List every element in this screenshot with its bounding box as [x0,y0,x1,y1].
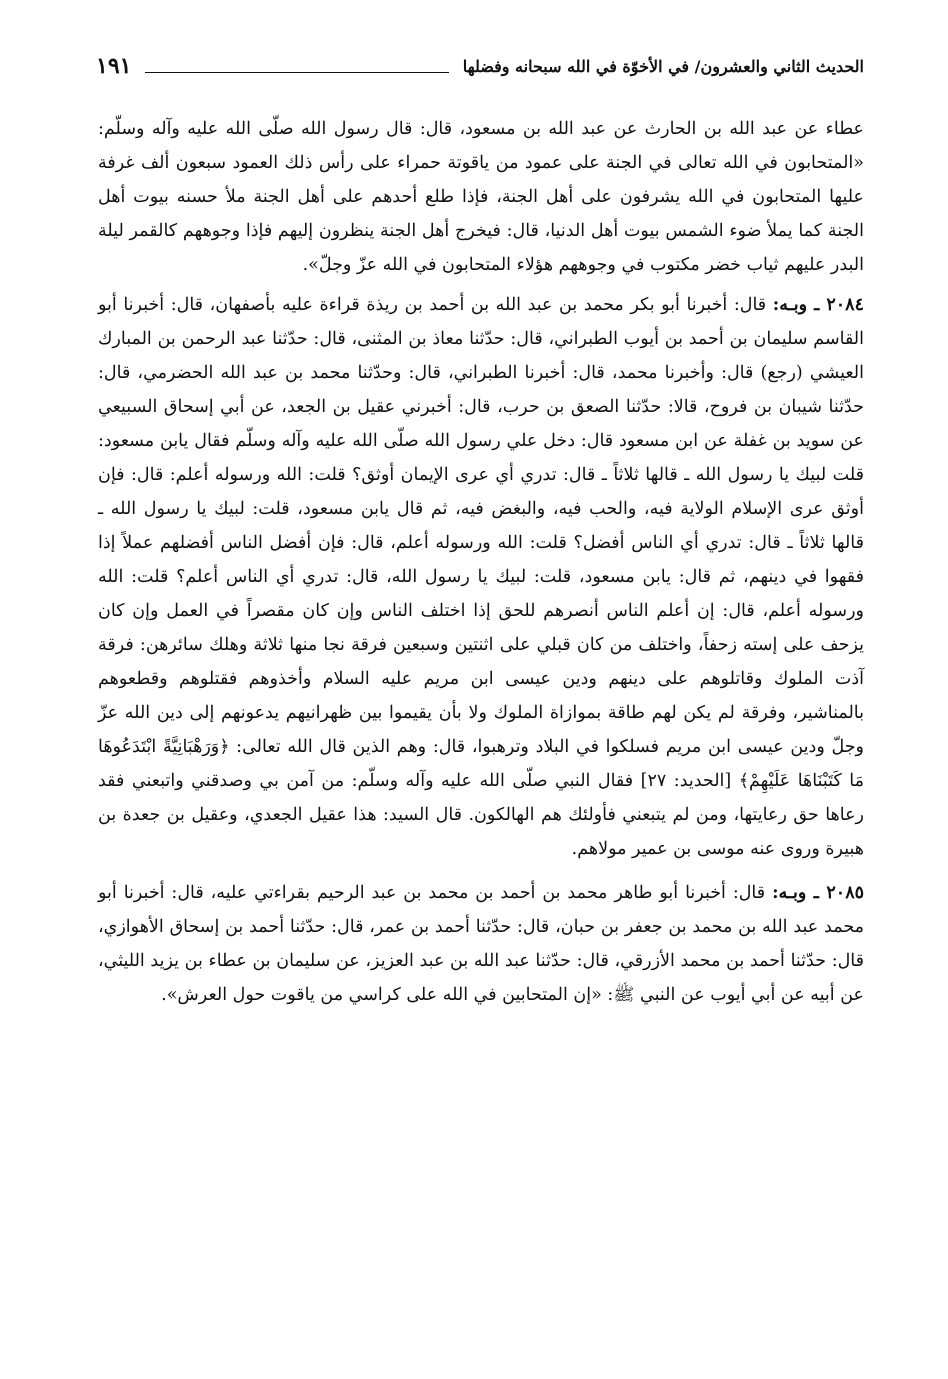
hadith-2084 [98,288,864,866]
paragraph-text: عطاء عن عبد الله بن الحارث عن عبد الله بن مسعود، قال: قال رسول الله صلّى الله عليه وآله وسلّم: «المتحابون في الله تعالى في الجنة على عمود من ياقوتة حمراء على رأس ذلك العمود سبعون ألف غرفة عليها المتحابون في الله يشرفون على أهل الجنة، فإذا طلع أحدهم على أهل الجنة ملأ حسنه بيوت أهل الجنة كما يملأ ضوء الشمس بيوت أهل الدنيا، قال: فيخرج أهل الجنة ينظرون إليهم فإذا وجوههم كالقمر ليلة البدر عليهم ثياب خضر مكتوب في وجوههم هؤلاء المتحابون في الله عزّ وجلّ». [98,119,864,275]
hadith-2085 [98,876,864,1012]
running-header [96,48,864,84]
chapter-title: الحديث الثاني والعشرون/ في الأخوّة في الله سبحانه وفضلها [462,56,864,76]
header-rule [145,72,448,73]
paragraph-text: قال: أخبرنا أبو بكر محمد بن عبد الله بن أحمد بن ريذة قراءة عليه بأصفهان، قال: أخبرنا أبو القاسم سليمان بن أحمد بن أيوب الطبراني، قال: حدّثنا معاذ بن المثنى، قال: حدّثنا عبد الرحمن بن المبارك العيشي (رجع) قال: وأخبرنا محمد، قال: أخبرنا الطبراني، قال: وحدّثنا محمد بن عبد الله الحضرمي، قال: حدّثنا شيبان بن فروح، قالا: حدّثنا الصعق بن حرب، قال: أخبرني عقيل بن الجعد، عن أبي إسحاق السبيعي عن سويد بن غفلة عن ابن مسعود قال: دخل علي رسول الله صلّى الله عليه وآله وسلّم فقال يابن مسعود: قلت لبيك يا رسول الله ـ قالها ثلاثاً ـ قال: تدري أي عرى الإيمان أوثق؟ قلت: الله ورسوله أعلم: قال: فإن أوثق عرى الإسلام الولاية فيه، والحب فيه، والبغض فيه، ثم قال يابن مسعود، قلت: لبيك يا رسول الله ـ قالها ثلاثاً ـ قال: تدري أي الناس أفضل؟ قلت: الله ورسوله أعلم، قال: فإن أفضل الناس أفضلهم عملاً إذا فقهوا في دينهم، ثم قال: يابن مسعود، قلت: لبيك يا رسول الله، قال: تدري أي الناس أعلم؟ قلت: الله ورسوله أعلم، قال: إن أعلم الناس أنصرهم للحق إذا اختلف الناس وإن كان مقصراً في العمل وإن كان يزحف على إسته زحفاً، واختلف من كان قبلي على اثنتين وسبعين فرقة نجا منها ثلاثة وهلك سائرهن: فرقة آذت الملوك وقاتلوهم على دينهم ودين عيسى ابن مريم عليه السلام وأخذوهم فقتلوهم وقطعوهم بالمناشير، وفرقة لم يكن لهم طاقة بموازاة الملوك ولا بأن يقيموا بين ظهرانيهم يدعونهم إلى دين الله عزّ وجلّ ودين عيسى ابن مريم فسلكوا في البلاد وترهبوا، قال: وهم الذين قال الله تعالى: ﴿وَرَهْبَانِيَّةً ابْتَدَعُوهَا مَا كَتَبْنَاهَا عَلَيْهِمْ﴾ [الحديد: ٢٧] فقال النبي صلّى الله عليه وآله وسلّم: من آمن بي وصدقني واتبعني فقد رعاها حق رعايتها، ومن لم يتبعني فأولئك هم الهالكون. قال السيد: هذا عقيل الجعدي، وعقيل بن جعدة بن هبيرة وروى عنه موسى بن عمير مولاهم. [98,295,864,859]
hadith-number: ٢٠٨٥ ـ وبـه: [772,883,864,903]
paragraph-text: قال: أخبرنا أبو طاهر محمد بن أحمد بن محمد بن عبد الرحيم بقراءتي عليه، قال: أخبرنا أبو محمد عبد الله بن محمد بن جعفر بن حبان، قال: حدّثنا أحمد بن عمر، قال: حدّثنا أحمد بن إسحاق الأهوازي، قال: حدّثنا أحمد بن محمد الأزرقي، قال: حدّثنا عبد الله بن عبد العزيز، عن سليمان بن عطاء بن يزيد الليثي، عن أبيه عن أبي أيوب عن النبي ﷺ: «إن المتحابين في الله على كراسي من ياقوت حول العرش». [98,883,864,1005]
paragraph-continuation [98,112,864,282]
page-number: ١٩١ [96,53,132,79]
body-text [98,112,864,1012]
hadith-number: ٢٠٨٤ ـ وبـه: [772,295,864,315]
